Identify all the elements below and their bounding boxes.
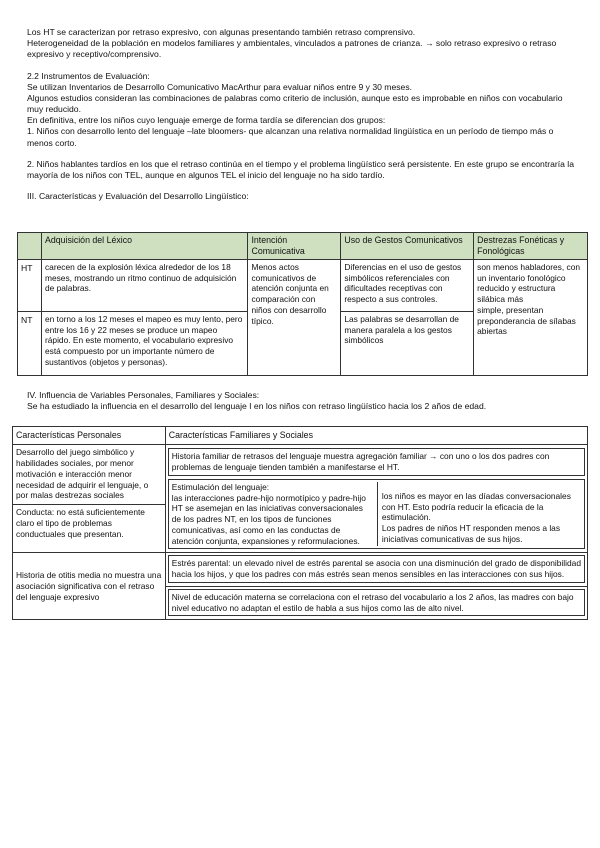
intencion-text-2: niños con desarrollo típico. <box>251 304 327 326</box>
intro-line: Heterogeneidad de la población en modelos familiares y ambientales, vinculados a patrones de crianza. → solo retraso expresivo o retraso expresivo y receptivo/comprensivo. <box>27 38 557 60</box>
header-cell-intencion: Intención Comunicativa <box>248 233 341 260</box>
estimulacion-text: las interacciones padre-hijo normotípico y padre-hijo HT se asemejan en las iniciativas conversacionales de los padres NT, en los tipos de funciones comunicativas, así como en las conductas de atención conjunta, expansiones y reformulaciones. <box>171 492 366 546</box>
variables-influence-table <box>12 426 588 620</box>
personal-conducta: Conducta: no está suficientemente claro el tipo de problemas conductuales que presentan. <box>13 504 165 542</box>
cell-nt-lexico: en torno a los 12 meses el mapeo es muy lento, pero entre los 16 y 22 meses se produce un mapeo rápido. En este momento, el vocabulario expresivo está compuesto por un importante número de sustantivos (objetos y personas). <box>41 311 248 375</box>
row-label-ht: HT <box>18 259 42 311</box>
table-row <box>13 445 588 553</box>
estimulacion-right-2: Los padres de niños HT responden menos a las iniciativas comunicativas de sus hijos. <box>381 523 561 544</box>
familiar-educacion-cell <box>165 586 587 620</box>
familiar-estres: Estrés parental: un elevado nivel de estrés parental se asocia con una disminución del grado de disponibilidad hacia los hijos, y que los padres con más estrés sean menos sensibles en las interacciones con sus hijos. <box>168 555 585 583</box>
familiar-educacion: Nivel de educación materna se correlaciona con el retraso del vocabulario a los 2 años, las madres con bajo nivel educativo no adaptan el estilo de habla a sus hijos como las de alto nivel. <box>168 589 585 617</box>
linguistic-development-table <box>17 232 588 376</box>
destrezas-text-2: simple, presentan preponderancia de sílabas abiertas <box>477 304 576 337</box>
cell-ht-gestos: Diferencias en el uso de gestos simbólicos referenciales con dificultades receptivas con respecto a sus controles. <box>341 259 474 311</box>
section-iv-block <box>27 390 577 412</box>
familiar-historia: Historia familiar de retrasos del lenguaje muestra agregación familiar → con uno o los dos padres con problemas de lenguaje tienden también a manifestarse el HT. <box>168 448 585 476</box>
row-label-nt: NT <box>18 311 42 375</box>
section-heading-iii: III. Características y Evaluación del Desarrollo Lingüístico: <box>27 191 249 202</box>
personal-otitis: Historia de otitis media no muestra una asociación significativa con el retraso del lenguaje expresivo <box>13 553 166 620</box>
section-2-2-line: 1. Niños con desarrollo lento del lenguaje –late bloomers- que alcanzan una relativa normalidad lingüística en un período de tiempo más o menos corto. <box>27 126 554 148</box>
section-heading-2-2: 2.2 Instrumentos de Evaluación: <box>27 70 150 81</box>
header-cell-empty <box>18 233 42 260</box>
header-cell-lexico: Adquisición del Léxico <box>41 233 248 260</box>
table-header-row <box>18 233 588 260</box>
estimulacion-right <box>377 482 581 547</box>
header-cell-gestos: Uso de Gestos Comunicativos <box>341 233 474 260</box>
header-cell-destrezas: Destrezas Fonéticas y Fonológicas <box>474 233 588 260</box>
cell-ht-lexico: carecen de la explosión léxica alrededor de los 18 meses, mostrando un ritmo continuo de adquisición de palabras. <box>41 259 248 311</box>
section-heading-iv: IV. Influencia de Variables Personales, Familiares y Sociales: <box>27 390 260 400</box>
header-cell-familiares: Características Familiares y Sociales <box>165 427 587 445</box>
intencion-text-1: Menos actos comunicativos de atención conjunta en comparación con <box>251 261 329 305</box>
familiar-estres-cell <box>165 553 587 587</box>
estimulacion-right-1: los niños es mayor en las díadas conversacionales con HT. Esto podría reducir la eficacia de la estimulación. <box>381 490 571 523</box>
section-2-2-point-2: 2. Niños hablantes tardíos en los que el retraso continúa en el tiempo y el problema lingüístico será persistente. En este grupo se encontraría la mayoría de los niños con TEL, aunque en algunos TEL el inicio del lenguaje no ha sido tardío. <box>27 158 574 180</box>
estimulacion-title: Estimulación del lenguaje: <box>171 481 270 492</box>
section-2-2-line: En definitiva, entre los niños cuyo lenguaje emerge de forma tardía se diferencian dos grupos: <box>27 115 386 126</box>
cell-destrezas-foneticas <box>474 259 588 375</box>
header-cell-personales: Características Personales <box>13 427 166 445</box>
cell-intencion-comunicativa <box>248 259 341 375</box>
section-2-2-line: Algunos estudios consideran las combinaciones de palabras como criterio de inclusión, aunque esto es improbable en niños con vocabulario muy reducido. <box>27 92 563 115</box>
section-iv-line: Se ha estudiado la influencia en el desarrollo del lenguaje I en los niños con retraso lingüístico hacia los 2 años de edad. <box>27 401 487 412</box>
table-header-row <box>13 427 588 445</box>
familiar-cell-group <box>165 445 587 553</box>
familiar-estimulacion <box>168 479 585 550</box>
section-2-2-line: Se utilizan Inventarios de Desarrollo Comunicativo MacArthur para evaluar niños entre 9 y 30 meses. <box>27 81 412 92</box>
personal-cell-group <box>13 445 166 553</box>
table-row <box>13 553 588 587</box>
table-row-ht <box>18 259 588 311</box>
estimulacion-left <box>172 482 377 547</box>
personal-juego-simbolico: Desarrollo del juego simbólico y habilidades sociales, por menor motivación e interacción menor necesidad de adquirir el lenguaje, o por malas destrezas sociales <box>16 447 149 501</box>
intro-line: Los HT se caracterizan por retraso expresivo, con algunas presentando también retraso comprensivo. <box>27 27 416 37</box>
intro-block <box>27 27 577 202</box>
cell-nt-gestos: Las palabras se desarrollan de manera paralela a los gestos simbólicos <box>341 311 474 375</box>
destrezas-text-1: son menos habladores, con un inventario fonológico reducido y estructura silábica más <box>477 261 581 305</box>
